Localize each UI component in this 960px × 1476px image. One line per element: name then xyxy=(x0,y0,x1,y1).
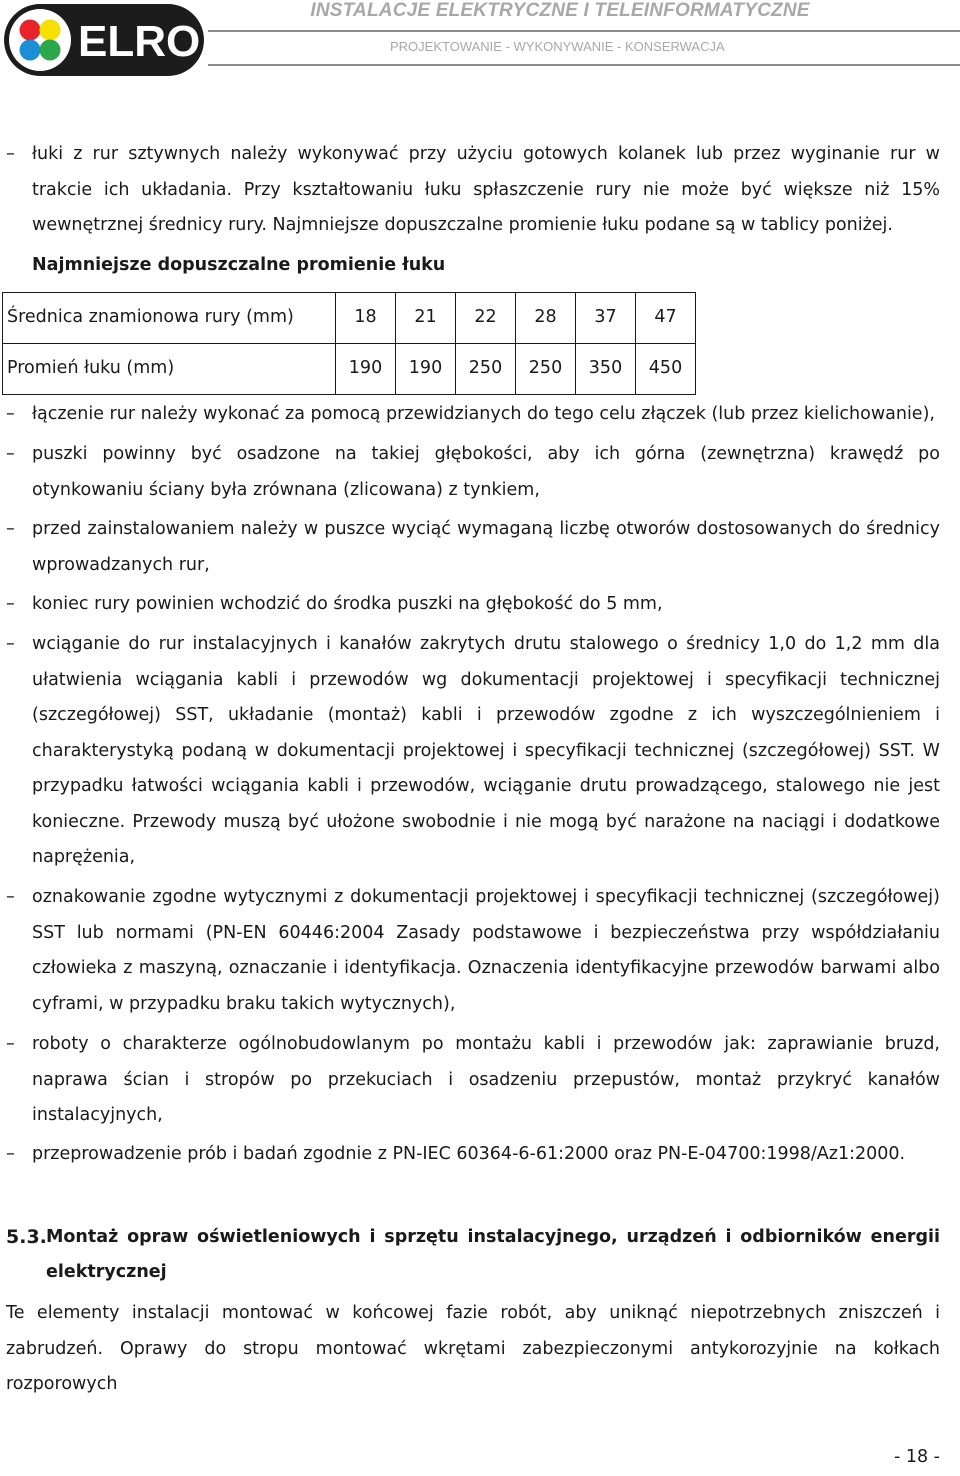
row-label-radius: Promień łuku (mm) xyxy=(3,344,336,395)
table-cell: 350 xyxy=(576,344,636,395)
bullet-dash: – xyxy=(6,1144,15,1164)
table-cell: 37 xyxy=(576,293,636,344)
list-item xyxy=(6,1027,940,1134)
section-paragraph: Te elementy instalacji montować w końcowej fazie robót, aby uniknąć niepotrzebnych zniszczeń i zabrudzeń. Oprawy do stropu montować wkrętami zabezpieczonymi antykorozyjnie na kołkach rozporowych xyxy=(6,1303,940,1394)
table-cell: 250 xyxy=(456,344,516,395)
table-cell: 190 xyxy=(396,344,456,395)
list-item xyxy=(6,137,940,244)
list-item-text: łuki z rur sztywnych należy wykonywać przy użyciu gotowych kolanek lub przez wyginanie rur w trakcie ich układania. Przy kształtowaniu łuku spłaszczenie rury nie może być większe niż 15% wewnętrznej średnicy rury. Najmniejsze dopuszczalne promienie łuku podane są w tablicy poniżej. xyxy=(32,144,940,235)
section-number: 5.3. xyxy=(6,1226,47,1248)
list-item-text: przed zainstalowaniem należy w puszce wyciąć wymaganą liczbę otworów dostosowanych do średnicy wprowadzanych rur, xyxy=(32,519,940,575)
bullet-dash: – xyxy=(6,594,15,614)
header-rule-bottom xyxy=(208,64,960,66)
list-item xyxy=(6,437,940,508)
list-item xyxy=(6,397,940,433)
page-header xyxy=(0,0,960,80)
table-title: Najmniejsze dopuszczalne promienie łuku xyxy=(32,255,446,275)
list-item-text: puszki powinny być osadzone na takiej głębokości, aby ich górna (zewnętrzna) krawędź po otynkowaniu ściany była zrównana (zlicowana) z tynkiem, xyxy=(32,444,940,500)
table-cell: 18 xyxy=(336,293,396,344)
table-cell: 22 xyxy=(456,293,516,344)
list-item xyxy=(6,512,940,583)
section-title: Montaż opraw oświetleniowych i sprzętu instalacyjnego, urządzeń i odbiorników energii elektrycznej xyxy=(46,1227,940,1282)
list-item xyxy=(6,1137,940,1173)
list-item-text: łączenie rur należy wykonać za pomocą przewidzianych do tego celu złączek (lub przez kielichowanie), xyxy=(32,404,935,424)
list-item xyxy=(6,627,940,876)
table-cell: 190 xyxy=(336,344,396,395)
bullet-dash: – xyxy=(6,144,15,164)
list-item-text: przeprowadzenie prób i badań zgodnie z PN-IEC 60364-6-61:2000 oraz PN-E-04700:1998/Az1:2000. xyxy=(32,1144,906,1164)
table-cell: 450 xyxy=(636,344,696,395)
table-cell: 21 xyxy=(396,293,456,344)
row-label-diameter: Średnica znamionowa rury (mm) xyxy=(3,293,336,344)
bullet-dash: – xyxy=(6,519,15,539)
company-title: INSTALACJE ELEKTRYCZNE I TELEINFORMATYCZNE xyxy=(310,0,810,21)
logo-text: ELRO xyxy=(78,17,201,66)
list-item xyxy=(6,587,940,623)
table-row xyxy=(3,344,696,395)
list-item-text: wciąganie do rur instalacyjnych i kanałów zakrytych drutu stalowego o średnicy 1,0 do 1,2 mm dla ułatwienia wciągania kabli i przewodów wg dokumentacji projektowej i specyfikacji technicznej (szczegółowej) SST, układanie (montaż) kabli i przewodów zgodne z ich wyszczególnieniem i charakterystyką podaną w dokumentacji projektowej i specyfikacji technicznej (szczegółowej) SST. W przypadku łatwości wciągania kabli i przewodów, wciąganie drutu prowadzącego, stalowego nie jest konieczne. Przewody muszą być ułożone swobodnie i nie mogą być narażone na naciągi i dodatkowe naprężenia, xyxy=(32,634,940,867)
bullet-dash: – xyxy=(6,404,15,424)
bend-radius-table xyxy=(2,292,696,395)
bullet-dash: – xyxy=(6,444,15,464)
list-item-text: roboty o charakterze ogólnobudowlanym po montażu kabli i przewodów jak: zaprawianie bruzd, naprawa ścian i stropów po przekuciach i osadzeniu przepustów, montaż przykryć kanałów instalacyjnych, xyxy=(32,1034,940,1125)
company-subtitle: PROJEKTOWANIE - WYKONYWANIE - KONSERWACJA xyxy=(390,39,725,54)
section-heading xyxy=(6,1220,940,1290)
bullet-dash: – xyxy=(6,887,15,907)
bullet-dash: – xyxy=(6,634,15,654)
page-number: - 18 - xyxy=(893,1447,940,1467)
table-row xyxy=(3,293,696,344)
list-item-text: koniec rury powinien wchodzić do środka puszki na głębokość do 5 mm, xyxy=(32,594,663,614)
elro-logo xyxy=(4,4,204,76)
table-cell: 47 xyxy=(636,293,696,344)
header-rule-top xyxy=(208,30,960,32)
bullet-dash: – xyxy=(6,1034,15,1054)
list-item xyxy=(6,880,940,1022)
table-cell: 250 xyxy=(516,344,576,395)
table-cell: 28 xyxy=(516,293,576,344)
list-item-text: oznakowanie zgodne wytycznymi z dokumentacji projektowej i specyfikacji technicznej (szczegółowej) SST lub normami (PN-EN 60446:2004 Zasady podstawowe i bezpieczeństwa przy współdziałaniu człowieka z maszyną, oznaczanie i identyfikacja. Oznaczenia identyfikacyjne przewodów barwami albo cyframi, w przypadku braku takich wytycznych), xyxy=(32,887,940,1014)
